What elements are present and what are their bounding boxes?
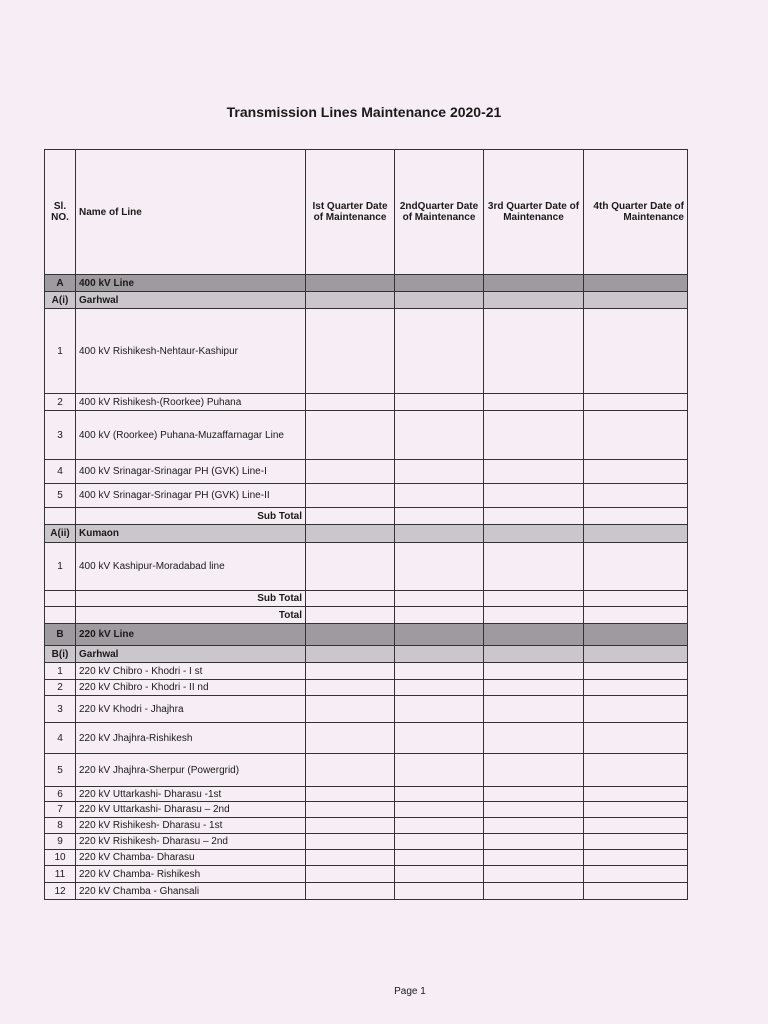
q4-date-cell: [584, 723, 688, 754]
row-sl: 1: [45, 309, 76, 394]
maintenance-table: [44, 149, 688, 900]
q3-date-cell: [484, 484, 584, 508]
row-sl: 5: [45, 754, 76, 787]
q3-date-cell: [484, 883, 584, 900]
q3-date-cell: [484, 624, 584, 646]
q1-date-cell: [306, 411, 395, 460]
q1-date-cell: [306, 802, 395, 818]
row-sl: 3: [45, 411, 76, 460]
q1-date-cell: [306, 508, 395, 525]
q2-date-cell: [395, 818, 484, 834]
q1-date-cell: [306, 883, 395, 900]
header-q1: Ist Quarter Date of Maintenance: [306, 150, 395, 275]
table-header-row: [45, 150, 688, 275]
row-name: 220 kV Chamba- Rishikesh: [76, 866, 306, 883]
q4-date-cell: [584, 883, 688, 900]
q1-date-cell: [306, 754, 395, 787]
row-name: 400 kV (Roorkee) Puhana-Muzaffarnagar Line: [76, 411, 306, 460]
row-sl: 4: [45, 723, 76, 754]
row-sl: A(i): [45, 292, 76, 309]
table-body: [45, 275, 688, 900]
q2-date-cell: [395, 680, 484, 696]
q1-date-cell: [306, 394, 395, 411]
q4-date-cell: [584, 680, 688, 696]
row-sl: 10: [45, 850, 76, 866]
q1-date-cell: [306, 834, 395, 850]
q3-date-cell: [484, 411, 584, 460]
row-sl: 1: [45, 663, 76, 680]
row-name: 220 kV Rishikesh- Dharasu - 1st: [76, 818, 306, 834]
row-sl: A: [45, 275, 76, 292]
q4-date-cell: [584, 508, 688, 525]
q4-date-cell: [584, 802, 688, 818]
header-name: Name of Line: [76, 150, 306, 275]
q3-date-cell: [484, 275, 584, 292]
q2-date-cell: [395, 460, 484, 484]
row-name: Sub Total: [76, 508, 306, 525]
q2-date-cell: [395, 850, 484, 866]
q2-date-cell: [395, 508, 484, 525]
row-name: 400 kV Srinagar-Srinagar PH (GVK) Line-I: [76, 460, 306, 484]
row-sl: 9: [45, 834, 76, 850]
q3-date-cell: [484, 866, 584, 883]
total-row: [45, 508, 688, 525]
table-row: [45, 787, 688, 802]
table-row: [45, 723, 688, 754]
q3-date-cell: [484, 787, 584, 802]
row-name: 220 kV Uttarkashi- Dharasu -1st: [76, 787, 306, 802]
subsection-row: [45, 646, 688, 663]
q2-date-cell: [395, 802, 484, 818]
q3-date-cell: [484, 607, 584, 624]
q3-date-cell: [484, 460, 584, 484]
row-name: 220 kV Khodri - Jhajhra: [76, 696, 306, 723]
table-row: [45, 696, 688, 723]
q2-date-cell: [395, 543, 484, 591]
q1-date-cell: [306, 680, 395, 696]
row-name: 400 kV Srinagar-Srinagar PH (GVK) Line-II: [76, 484, 306, 508]
row-name: 400 kV Line: [76, 275, 306, 292]
q3-date-cell: [484, 394, 584, 411]
row-name: 220 kV Line: [76, 624, 306, 646]
q4-date-cell: [584, 787, 688, 802]
q1-date-cell: [306, 484, 395, 508]
q1-date-cell: [306, 460, 395, 484]
row-name: 220 kV Chamba- Dharasu: [76, 850, 306, 866]
q1-date-cell: [306, 275, 395, 292]
row-sl: 12: [45, 883, 76, 900]
section-row: [45, 275, 688, 292]
q2-date-cell: [395, 866, 484, 883]
q2-date-cell: [395, 394, 484, 411]
q1-date-cell: [306, 696, 395, 723]
row-name: 220 kV Rishikesh- Dharasu – 2nd: [76, 834, 306, 850]
row-name: 400 kV Kashipur-Moradabad line: [76, 543, 306, 591]
row-name: 220 kV Chamba - Ghansali: [76, 883, 306, 900]
table-row: [45, 484, 688, 508]
table-row: [45, 883, 688, 900]
header-q4: 4th Quarter Date of Maintenance: [584, 150, 688, 275]
table-row: [45, 663, 688, 680]
row-name: 220 kV Chibro - Khodri - I st: [76, 663, 306, 680]
q3-date-cell: [484, 818, 584, 834]
row-name: Garhwal: [76, 646, 306, 663]
q1-date-cell: [306, 646, 395, 663]
q2-date-cell: [395, 663, 484, 680]
q3-date-cell: [484, 543, 584, 591]
row-sl: A(ii): [45, 525, 76, 543]
q2-date-cell: [395, 646, 484, 663]
q4-date-cell: [584, 525, 688, 543]
row-name: Sub Total: [76, 591, 306, 607]
row-sl: 6: [45, 787, 76, 802]
row-sl: [45, 508, 76, 525]
row-name: 220 kV Chibro - Khodri - II nd: [76, 680, 306, 696]
q2-date-cell: [395, 696, 484, 723]
table-row: [45, 394, 688, 411]
row-sl: 2: [45, 394, 76, 411]
q1-date-cell: [306, 543, 395, 591]
table-row: [45, 834, 688, 850]
row-sl: B: [45, 624, 76, 646]
q3-date-cell: [484, 525, 584, 543]
subsection-row: [45, 292, 688, 309]
row-sl: [45, 607, 76, 624]
table-row: [45, 411, 688, 460]
q3-date-cell: [484, 292, 584, 309]
q3-date-cell: [484, 696, 584, 723]
q4-date-cell: [584, 696, 688, 723]
q2-date-cell: [395, 309, 484, 394]
header-q2: 2ndQuarter Date of Maintenance: [395, 150, 484, 275]
q3-date-cell: [484, 754, 584, 787]
row-sl: B(i): [45, 646, 76, 663]
row-sl: 7: [45, 802, 76, 818]
q2-date-cell: [395, 411, 484, 460]
q1-date-cell: [306, 309, 395, 394]
q2-date-cell: [395, 787, 484, 802]
row-sl: 2: [45, 680, 76, 696]
row-name: 220 kV Jhajhra-Sherpur (Powergrid): [76, 754, 306, 787]
q4-date-cell: [584, 591, 688, 607]
table-row: [45, 818, 688, 834]
table-row: [45, 460, 688, 484]
row-sl: 3: [45, 696, 76, 723]
q2-date-cell: [395, 525, 484, 543]
q2-date-cell: [395, 484, 484, 508]
q3-date-cell: [484, 802, 584, 818]
row-name: Total: [76, 607, 306, 624]
row-name: 400 kV Rishikesh-(Roorkee) Puhana: [76, 394, 306, 411]
q1-date-cell: [306, 818, 395, 834]
q1-date-cell: [306, 525, 395, 543]
q2-date-cell: [395, 275, 484, 292]
q4-date-cell: [584, 275, 688, 292]
q4-date-cell: [584, 460, 688, 484]
document-title: Transmission Lines Maintenance 2020-21: [226, 104, 502, 120]
q1-date-cell: [306, 850, 395, 866]
row-name: 220 kV Uttarkashi- Dharasu – 2nd: [76, 802, 306, 818]
q3-date-cell: [484, 850, 584, 866]
q2-date-cell: [395, 292, 484, 309]
q3-date-cell: [484, 723, 584, 754]
row-sl: 5: [45, 484, 76, 508]
row-sl: 1: [45, 543, 76, 591]
table-row: [45, 754, 688, 787]
q1-date-cell: [306, 663, 395, 680]
q4-date-cell: [584, 834, 688, 850]
section-row: [45, 624, 688, 646]
q4-date-cell: [584, 484, 688, 508]
q4-date-cell: [584, 754, 688, 787]
q2-date-cell: [395, 834, 484, 850]
row-sl: 4: [45, 460, 76, 484]
q4-date-cell: [584, 818, 688, 834]
q1-date-cell: [306, 591, 395, 607]
q1-date-cell: [306, 607, 395, 624]
total-row: [45, 591, 688, 607]
table-row: [45, 680, 688, 696]
row-name: 220 kV Jhajhra-Rishikesh: [76, 723, 306, 754]
total-row: [45, 607, 688, 624]
header-q3: 3rd Quarter Date of Maintenance: [484, 150, 584, 275]
q3-date-cell: [484, 591, 584, 607]
q1-date-cell: [306, 624, 395, 646]
q4-date-cell: [584, 292, 688, 309]
q3-date-cell: [484, 663, 584, 680]
q4-date-cell: [584, 543, 688, 591]
q4-date-cell: [584, 850, 688, 866]
row-sl: [45, 591, 76, 607]
row-sl: 11: [45, 866, 76, 883]
table-row: [45, 309, 688, 394]
row-name: 400 kV Rishikesh-Nehtaur-Kashipur: [76, 309, 306, 394]
q2-date-cell: [395, 754, 484, 787]
q4-date-cell: [584, 663, 688, 680]
q1-date-cell: [306, 787, 395, 802]
q1-date-cell: [306, 292, 395, 309]
q4-date-cell: [584, 646, 688, 663]
header-sl: Sl. NO.: [45, 150, 76, 275]
q1-date-cell: [306, 723, 395, 754]
q3-date-cell: [484, 508, 584, 525]
q4-date-cell: [584, 866, 688, 883]
q2-date-cell: [395, 624, 484, 646]
q3-date-cell: [484, 680, 584, 696]
page-number: Page 1: [394, 986, 426, 997]
table-row: [45, 866, 688, 883]
q3-date-cell: [484, 309, 584, 394]
q2-date-cell: [395, 607, 484, 624]
q2-date-cell: [395, 883, 484, 900]
q4-date-cell: [584, 309, 688, 394]
q4-date-cell: [584, 624, 688, 646]
q3-date-cell: [484, 646, 584, 663]
subsection-row: [45, 525, 688, 543]
table-row: [45, 850, 688, 866]
table-row: [45, 802, 688, 818]
row-name: Kumaon: [76, 525, 306, 543]
table-row: [45, 543, 688, 591]
row-name: Garhwal: [76, 292, 306, 309]
q4-date-cell: [584, 394, 688, 411]
q1-date-cell: [306, 866, 395, 883]
q4-date-cell: [584, 607, 688, 624]
q3-date-cell: [484, 834, 584, 850]
row-sl: 8: [45, 818, 76, 834]
q2-date-cell: [395, 723, 484, 754]
q4-date-cell: [584, 411, 688, 460]
q2-date-cell: [395, 591, 484, 607]
